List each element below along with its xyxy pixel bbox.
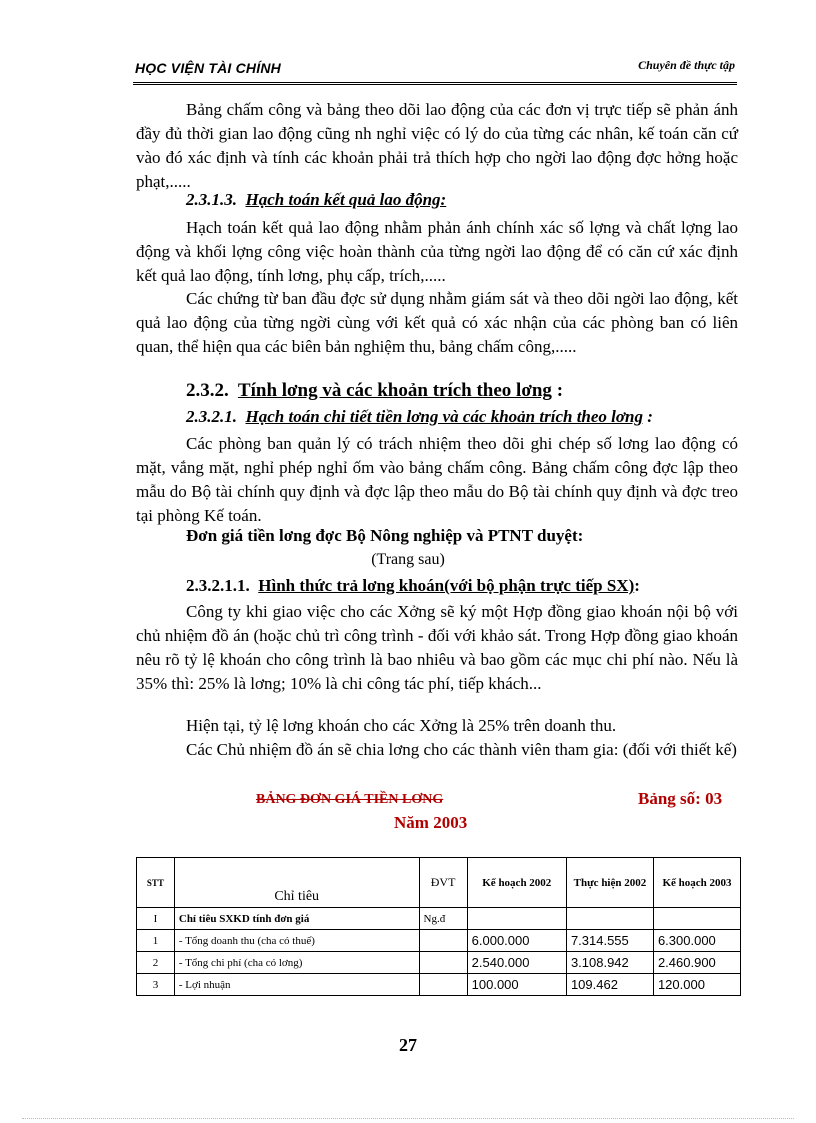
cell-kh2003: 6.300.000 [653, 930, 740, 952]
table-header-row [137, 858, 741, 908]
cell-chitieu: - Tổng doanh thu (cha có thuế) [174, 930, 419, 952]
heading-number: 2.3.1.3. [186, 190, 237, 209]
paragraph-4 [136, 432, 738, 528]
cell-th2002 [566, 908, 653, 930]
col-stt: STT [137, 858, 175, 908]
cell-stt: 2 [137, 952, 175, 974]
heading-colon: : [556, 380, 564, 401]
table-row [137, 930, 741, 952]
paragraph-3 [136, 287, 738, 359]
cell-dvt: Ng.đ [419, 908, 467, 930]
paragraph-5 [136, 600, 738, 696]
cell-chitieu: - Tổng chi phí (cha có lơng) [174, 952, 419, 974]
table-number: Bảng số: 03 [638, 789, 723, 808]
heading-title: Tính lơng và các khoản trích theo lơng [237, 380, 552, 401]
paragraph-7-text: Các Chủ nhiệm đồ án sẽ chia lơng cho các thành viên tham gia: (đối với thiết kế) [186, 740, 737, 759]
cell-dvt [419, 974, 467, 996]
cell-th2002: 3.108.942 [566, 952, 653, 974]
cell-kh2002: 6.000.000 [467, 930, 566, 952]
cell-chitieu: Chỉ tiêu SXKD tính đơn giá [174, 908, 419, 930]
table-title: BẢNG ĐƠN GIÁ TIỀN LƠNG [256, 792, 444, 807]
cell-kh2002 [467, 908, 566, 930]
heading-2-3-2-1 [186, 407, 653, 427]
paragraph-6-text: Hiện tại, tỷ lệ lơng khoán cho các Xởng là 25% trên doanh thu. [186, 716, 617, 735]
col-dvt: ĐVT [419, 858, 467, 908]
paragraph-6 [136, 714, 738, 738]
paragraph-5-text: Công ty khi giao việc cho các Xởng sẽ ký một Hợp đồng giao khoán nội bộ với chủ nhiệm đồ án (hoặc chủ trì công trình - đối với khảo sát. Trong Hợp đồng giao khoán nêu rõ tỷ lệ khoán cho công trình là bao nhiêu và bao gồm các mục chi phí nào. Nếu là 35% thì: 25% là lơng; 10% là chi công tác phí, tiếp khách... [136, 602, 738, 693]
header-doc-type: Chuyên đề thực tập [638, 58, 735, 72]
heading-number: 2.3.2.1. [186, 407, 237, 426]
cell-kh2002: 100.000 [467, 974, 566, 996]
table-row [137, 908, 741, 930]
col-kh2002: Kế hoạch 2002 [467, 858, 566, 908]
paragraph-2 [136, 216, 738, 288]
heading-2-3-2 [186, 380, 563, 402]
paragraph-7 [136, 738, 738, 762]
approval-line: Đơn giá tiền lơng đợc Bộ Nông nghiệp và PTNT duyệt: [186, 526, 584, 545]
cell-kh2003 [653, 908, 740, 930]
cell-kh2003: 120.000 [653, 974, 740, 996]
paragraph-1-text: Bảng chấm công và bảng theo dõi lao động của các đơn vị trực tiếp sẽ phản ánh đầy đủ thời gian lao động cũng nh nghỉ việc có lý do của từng các nhân, kế toán căn cứ vào đó xác định và tính các khoản phải trả thích hợp cho ngời lao động đợc hởng hoặc phạt,..... [136, 100, 738, 191]
cell-stt: I [137, 908, 175, 930]
table-row [137, 974, 741, 996]
heading-colon: : [634, 576, 640, 595]
col-chitieu: Chỉ tiêu [174, 858, 419, 908]
cell-stt: 3 [137, 974, 175, 996]
page-number: 27 [399, 1035, 417, 1055]
table-year: Năm 2003 [394, 813, 468, 832]
header-divider [133, 82, 737, 85]
cell-stt: 1 [137, 930, 175, 952]
col-th2002: Thực hiện 2002 [566, 858, 653, 908]
cell-th2002: 109.462 [566, 974, 653, 996]
cell-kh2002: 2.540.000 [467, 952, 566, 974]
cell-dvt [419, 930, 467, 952]
heading-title: Hạch toán chi tiết tiền lơng và các khoản trích theo lơng [245, 407, 643, 426]
heading-number: 2.3.2.1.1. [186, 576, 250, 595]
table-row [137, 952, 741, 974]
paragraph-4-text: Các phòng ban quản lý có trách nhiệm theo dõi ghi chép số lơng lao động có mặt, vắng mặt, nghỉ phép nghỉ ốm vào bảng chấm công. Bảng chấm công đợc lập theo mẫu do Bộ tài chính quy định và đợc lập theo mẫu do Bộ tài chính quy định và đợc treo tại phòng Kế toán. [136, 434, 738, 525]
page-header [133, 58, 737, 80]
paragraph-3-text: Các chứng từ ban đầu đợc sử dụng nhằm giám sát và theo dõi ngời lao động, kết quả lao động của từng ngời cùng với kết quả có xác nhận của các phòng ban có liên quan, thể hiện qua các biên bản nghiệm thu, bảng chấm công,..... [136, 289, 738, 356]
cell-th2002: 7.314.555 [566, 930, 653, 952]
paragraph-1 [136, 98, 738, 194]
heading-number: 2.3.2. [186, 380, 229, 401]
page-bottom-border [22, 1118, 794, 1119]
wage-table [136, 857, 741, 996]
heading-2-3-2-1-1 [186, 576, 640, 596]
paragraph-2-text: Hạch toán kết quả lao động nhằm phản ánh chính xác số lợng và chất lợng lao động và khối lợng công việc hoàn thành của từng ngời lao động để có căn cứ xác định kết quả lao động, tính lơng, phụ cấp, trích,..... [136, 218, 738, 285]
header-institution: HỌC VIỆN TÀI CHÍNH [135, 60, 281, 76]
heading-title: Hình thức trả lơng khoán(với bộ phận trực tiếp SX) [258, 576, 635, 595]
heading-2-3-1-3 [186, 190, 446, 210]
cell-chitieu: - Lợi nhuận [174, 974, 419, 996]
cell-dvt [419, 952, 467, 974]
next-page-note: (Trang sau) [371, 551, 445, 568]
cell-kh2003: 2.460.900 [653, 952, 740, 974]
heading-colon: : [647, 407, 653, 426]
heading-title: Hạch toán kết quả lao động: [245, 190, 447, 209]
col-kh2003: Kế hoạch 2003 [653, 858, 740, 908]
